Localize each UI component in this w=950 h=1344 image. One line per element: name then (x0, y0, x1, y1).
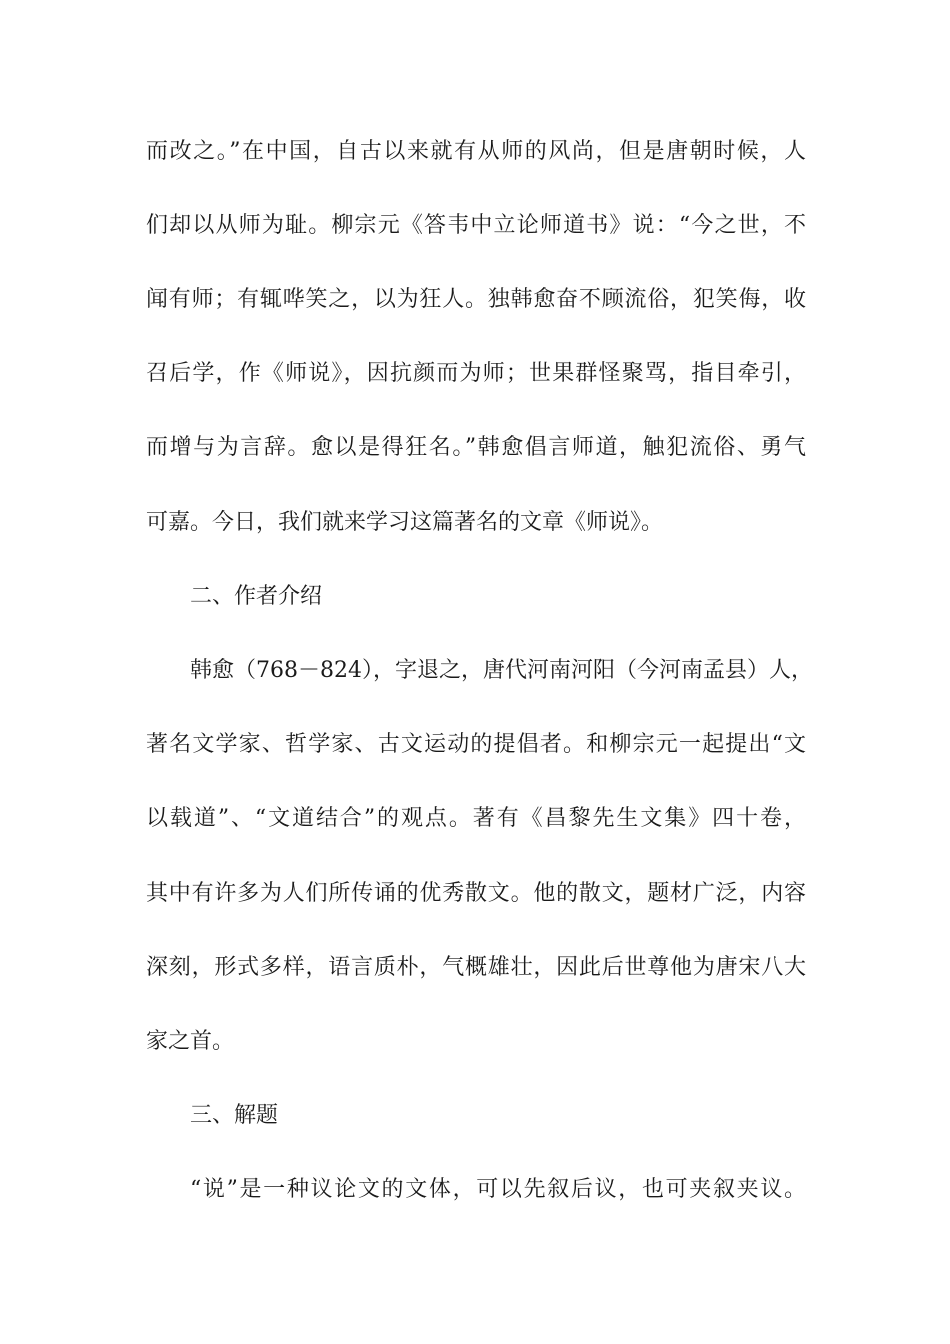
paragraph-line: 而增与为言辞。愈以是得狂名。”韩愈倡言师道，触犯流俗、勇气 (146, 435, 806, 460)
paragraph-line: 以载道”、“文道结合”的观点。著有《昌黎先生文集》四十卷， (146, 806, 806, 831)
paragraph-line: 们却以从师为耻。柳宗元《答韦中立论师道书》说：“今之世，不 (146, 213, 806, 238)
paragraph-line: 深刻，形式多样，语言质朴，气概雄壮，因此后世尊他为唐宋八大 (146, 955, 806, 980)
paragraph-line: 其中有许多为人们所传诵的优秀散文。他的散文，题材广泛，内容 (146, 881, 806, 906)
paragraph-line: 家之首。 (146, 1029, 235, 1054)
paragraph-line: “说”是一种议论文的文体，可以先叙后议，也可夹叙夹议。 (190, 1177, 806, 1202)
paragraph-line: 闻有师；有辄哗笑之，以为狂人。独韩愈奋不顾流俗，犯笑侮，收 (146, 287, 806, 312)
paragraph-line: 可嘉。今日，我们就来学习这篇著名的文章《师说》。 (146, 510, 664, 535)
paragraph-line: 著名文学家、哲学家、古文运动的提倡者。和柳宗元一起提出“文 (146, 732, 806, 757)
paragraph-line: 而改之。”在中国，自古以来就有从师的风尚，但是唐朝时候，人 (146, 139, 806, 164)
section-heading-author: 二、作者介绍 (190, 584, 323, 609)
section-heading-title: 三、解题 (190, 1103, 279, 1128)
paragraph-line: 召后学，作《师说》，因抗颜而为师；世果群怪聚骂，指目牵引， (146, 361, 806, 386)
paragraph-line: 韩愈（768－824），字退之，唐代河南河阳（今河南孟县）人， (190, 658, 813, 683)
